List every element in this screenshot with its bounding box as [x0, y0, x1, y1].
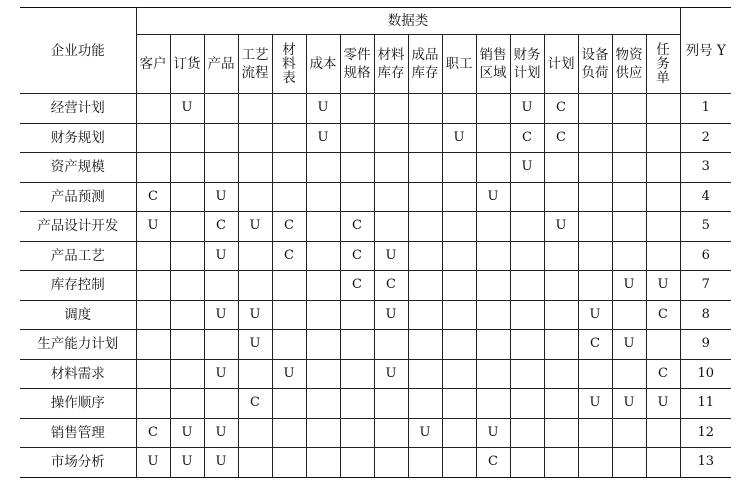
matrix-cell — [544, 182, 578, 212]
matrix-cell — [510, 389, 544, 419]
row-number: 13 — [680, 448, 731, 478]
column-header — [238, 35, 272, 94]
function-data-matrix — [20, 7, 731, 478]
function-name: 产品预测 — [20, 182, 136, 212]
matrix-cell — [306, 182, 340, 212]
matrix-cell: U — [510, 153, 544, 183]
matrix-cell: U — [204, 241, 238, 271]
table-row — [20, 330, 731, 360]
row-number: 1 — [680, 94, 731, 124]
matrix-cell — [136, 153, 170, 183]
function-name: 产品工艺 — [20, 241, 136, 271]
matrix-cell — [374, 330, 408, 360]
matrix-cell: U — [578, 300, 612, 330]
matrix-cell — [306, 300, 340, 330]
matrix-cell — [408, 448, 442, 478]
matrix-cell — [238, 241, 272, 271]
matrix-cell — [476, 359, 510, 389]
matrix-cell: C — [238, 389, 272, 419]
matrix-cell — [612, 241, 646, 271]
matrix-cell — [510, 448, 544, 478]
matrix-cell — [340, 448, 374, 478]
column-header — [476, 35, 510, 94]
matrix-cell — [170, 153, 204, 183]
matrix-cell — [442, 271, 476, 301]
matrix-cell — [544, 241, 578, 271]
matrix-cell: U — [238, 300, 272, 330]
matrix-cell — [272, 448, 306, 478]
matrix-cell — [238, 123, 272, 153]
matrix-cell — [442, 389, 476, 419]
matrix-cell: U — [510, 94, 544, 124]
column-header — [578, 35, 612, 94]
matrix-cell: C — [544, 123, 578, 153]
matrix-cell — [442, 212, 476, 242]
matrix-cell — [306, 389, 340, 419]
matrix-cell — [306, 418, 340, 448]
column-header-label: 销售区域 — [479, 47, 507, 81]
column-header-label: 职工 — [445, 56, 473, 72]
matrix-cell — [544, 330, 578, 360]
matrix-cell: C — [136, 418, 170, 448]
matrix-cell — [340, 418, 374, 448]
matrix-cell — [170, 359, 204, 389]
matrix-cell — [510, 182, 544, 212]
matrix-cell — [612, 448, 646, 478]
matrix-cell: U — [306, 123, 340, 153]
column-header-label: 材料表 — [282, 41, 296, 86]
matrix-cell: U — [374, 359, 408, 389]
column-header-label: 财务计划 — [513, 47, 541, 81]
matrix-cell — [374, 123, 408, 153]
column-header-label: 客户 — [139, 56, 167, 72]
matrix-cell — [374, 94, 408, 124]
matrix-cell: U — [204, 182, 238, 212]
matrix-cell — [544, 448, 578, 478]
matrix-cell — [476, 300, 510, 330]
matrix-cell: C — [646, 359, 680, 389]
matrix-cell — [374, 448, 408, 478]
matrix-cell — [510, 300, 544, 330]
matrix-cell — [646, 123, 680, 153]
matrix-cell — [476, 153, 510, 183]
matrix-cell — [612, 300, 646, 330]
matrix-cell: U — [170, 418, 204, 448]
matrix-cell — [442, 448, 476, 478]
matrix-cell — [612, 418, 646, 448]
row-number-header: 列号 Y — [680, 8, 731, 94]
column-header — [510, 35, 544, 94]
matrix-cell — [578, 182, 612, 212]
matrix-cell: U — [578, 389, 612, 419]
matrix-cell: U — [204, 418, 238, 448]
matrix-cell — [408, 241, 442, 271]
matrix-cell — [204, 153, 238, 183]
column-header — [408, 35, 442, 94]
matrix-cell — [204, 389, 238, 419]
matrix-cell — [170, 389, 204, 419]
matrix-container — [20, 7, 731, 474]
row-number: 10 — [680, 359, 731, 389]
matrix-cell — [306, 241, 340, 271]
matrix-cell — [476, 271, 510, 301]
matrix-cell — [510, 271, 544, 301]
matrix-cell — [136, 241, 170, 271]
column-header — [136, 35, 170, 94]
matrix-cell — [136, 389, 170, 419]
matrix-cell — [340, 153, 374, 183]
matrix-cell: C — [578, 330, 612, 360]
matrix-cell — [306, 212, 340, 242]
matrix-cell — [544, 300, 578, 330]
matrix-cell — [272, 330, 306, 360]
column-header — [612, 35, 646, 94]
matrix-cell: C — [374, 271, 408, 301]
matrix-cell — [476, 123, 510, 153]
matrix-cell — [578, 448, 612, 478]
table-row — [20, 271, 731, 301]
matrix-cell — [136, 359, 170, 389]
matrix-cell: C — [340, 271, 374, 301]
matrix-cell: U — [374, 241, 408, 271]
matrix-cell — [646, 241, 680, 271]
matrix-cell — [544, 271, 578, 301]
matrix-cell: C — [204, 212, 238, 242]
matrix-cell — [272, 94, 306, 124]
matrix-cell — [578, 123, 612, 153]
column-header-label: 计划 — [547, 56, 575, 72]
row-number: 6 — [680, 241, 731, 271]
matrix-cell — [272, 418, 306, 448]
function-name: 市场分析 — [20, 448, 136, 478]
matrix-cell — [306, 359, 340, 389]
matrix-cell: U — [408, 418, 442, 448]
matrix-cell — [510, 212, 544, 242]
matrix-cell — [476, 241, 510, 271]
matrix-cell — [238, 271, 272, 301]
matrix-cell — [204, 330, 238, 360]
matrix-cell — [306, 153, 340, 183]
matrix-cell — [238, 182, 272, 212]
matrix-cell: U — [374, 300, 408, 330]
row-number: 8 — [680, 300, 731, 330]
matrix-cell — [340, 94, 374, 124]
column-header — [170, 35, 204, 94]
matrix-cell — [272, 182, 306, 212]
matrix-cell: U — [612, 330, 646, 360]
matrix-cell — [136, 123, 170, 153]
matrix-cell — [408, 212, 442, 242]
row-number: 4 — [680, 182, 731, 212]
matrix-cell: C — [510, 123, 544, 153]
matrix-cell — [204, 123, 238, 153]
matrix-cell — [170, 123, 204, 153]
matrix-cell — [170, 330, 204, 360]
column-header-label: 订货 — [173, 56, 201, 72]
matrix-cell — [170, 182, 204, 212]
matrix-cell — [476, 212, 510, 242]
matrix-cell — [612, 182, 646, 212]
matrix-cell — [442, 330, 476, 360]
matrix-cell — [374, 182, 408, 212]
corner-header: 企业功能 — [20, 8, 136, 94]
matrix-cell — [136, 94, 170, 124]
matrix-cell: C — [136, 182, 170, 212]
column-header-label: 任务单 — [656, 41, 670, 86]
column-header — [442, 35, 476, 94]
table-row — [20, 418, 731, 448]
matrix-cell — [238, 153, 272, 183]
matrix-cell — [238, 94, 272, 124]
matrix-cell — [374, 418, 408, 448]
column-header-label: 成品库存 — [411, 47, 439, 81]
matrix-cell — [442, 94, 476, 124]
matrix-cell: U — [272, 359, 306, 389]
matrix-cell — [272, 300, 306, 330]
table-row — [20, 389, 731, 419]
matrix-cell — [408, 300, 442, 330]
matrix-cell: C — [646, 300, 680, 330]
matrix-cell — [578, 241, 612, 271]
matrix-cell: U — [306, 94, 340, 124]
matrix-cell: U — [646, 389, 680, 419]
matrix-cell — [612, 94, 646, 124]
matrix-cell: U — [170, 94, 204, 124]
column-header — [340, 35, 374, 94]
matrix-cell — [646, 94, 680, 124]
column-header — [374, 35, 408, 94]
matrix-cell — [340, 359, 374, 389]
matrix-cell — [476, 389, 510, 419]
row-number: 5 — [680, 212, 731, 242]
matrix-cell: U — [544, 212, 578, 242]
row-number: 7 — [680, 271, 731, 301]
matrix-cell: C — [544, 94, 578, 124]
matrix-cell: C — [272, 241, 306, 271]
matrix-cell — [442, 300, 476, 330]
matrix-cell: U — [238, 212, 272, 242]
matrix-cell: U — [238, 330, 272, 360]
matrix-cell — [408, 153, 442, 183]
table-row — [20, 300, 731, 330]
matrix-cell — [374, 212, 408, 242]
matrix-cell — [408, 123, 442, 153]
function-name: 生产能力计划 — [20, 330, 136, 360]
table-row — [20, 359, 731, 389]
matrix-cell — [340, 300, 374, 330]
matrix-cell — [578, 271, 612, 301]
row-number: 2 — [680, 123, 731, 153]
matrix-cell — [204, 271, 238, 301]
matrix-cell — [408, 271, 442, 301]
matrix-cell — [612, 359, 646, 389]
column-header-label: 成本 — [309, 56, 337, 72]
matrix-cell — [136, 330, 170, 360]
function-name: 库存控制 — [20, 271, 136, 301]
matrix-cell — [374, 153, 408, 183]
column-header-label: 物资供应 — [615, 47, 643, 81]
matrix-cell — [510, 418, 544, 448]
matrix-cell: U — [136, 448, 170, 478]
column-header — [646, 35, 680, 94]
matrix-cell — [272, 389, 306, 419]
matrix-cell — [238, 359, 272, 389]
matrix-cell: U — [476, 182, 510, 212]
matrix-cell: U — [204, 448, 238, 478]
matrix-cell — [442, 359, 476, 389]
function-name: 操作顺序 — [20, 389, 136, 419]
matrix-cell — [340, 182, 374, 212]
column-header-label: 产品 — [207, 56, 235, 72]
column-header-label: 设备负荷 — [581, 47, 609, 81]
matrix-cell: U — [204, 300, 238, 330]
matrix-cell — [544, 389, 578, 419]
matrix-cell — [646, 448, 680, 478]
matrix-cell — [510, 330, 544, 360]
matrix-cell — [612, 153, 646, 183]
matrix-cell: C — [340, 212, 374, 242]
row-number: 12 — [680, 418, 731, 448]
column-header — [306, 35, 340, 94]
matrix-cell — [170, 241, 204, 271]
matrix-cell — [646, 212, 680, 242]
function-name: 销售管理 — [20, 418, 136, 448]
column-header-label: 零件规格 — [343, 47, 371, 81]
matrix-cell — [136, 300, 170, 330]
row-number: 3 — [680, 153, 731, 183]
matrix-cell — [170, 271, 204, 301]
function-name: 经营计划 — [20, 94, 136, 124]
table-row — [20, 241, 731, 271]
matrix-cell — [442, 153, 476, 183]
matrix-cell — [544, 359, 578, 389]
matrix-cell: C — [272, 212, 306, 242]
matrix-cell — [238, 448, 272, 478]
table-row — [20, 153, 731, 183]
matrix-cell: U — [646, 271, 680, 301]
matrix-cell — [646, 182, 680, 212]
matrix-cell — [578, 418, 612, 448]
function-name: 财务规划 — [20, 123, 136, 153]
table-row — [20, 94, 731, 124]
matrix-cell — [136, 271, 170, 301]
matrix-cell — [544, 153, 578, 183]
matrix-cell — [170, 300, 204, 330]
table-row — [20, 182, 731, 212]
column-header-label: 材料库存 — [377, 47, 405, 81]
function-name: 产品设计开发 — [20, 212, 136, 242]
matrix-cell: U — [612, 389, 646, 419]
function-name: 资产规模 — [20, 153, 136, 183]
matrix-cell — [612, 123, 646, 153]
matrix-cell: C — [340, 241, 374, 271]
matrix-cell — [272, 271, 306, 301]
matrix-cell — [646, 330, 680, 360]
matrix-cell — [544, 418, 578, 448]
table-row — [20, 123, 731, 153]
matrix-cell — [612, 212, 646, 242]
matrix-cell — [204, 94, 238, 124]
matrix-cell: U — [170, 448, 204, 478]
matrix-cell — [646, 418, 680, 448]
matrix-cell — [272, 123, 306, 153]
matrix-cell — [578, 359, 612, 389]
matrix-cell — [374, 389, 408, 419]
matrix-cell — [340, 123, 374, 153]
table-row — [20, 448, 731, 478]
matrix-cell — [646, 153, 680, 183]
matrix-cell — [238, 418, 272, 448]
matrix-cell: U — [612, 271, 646, 301]
matrix-cell — [578, 212, 612, 242]
matrix-cell — [578, 153, 612, 183]
function-name: 材料需求 — [20, 359, 136, 389]
matrix-cell — [408, 359, 442, 389]
table-row — [20, 212, 731, 242]
matrix-cell — [442, 182, 476, 212]
matrix-cell — [306, 271, 340, 301]
matrix-cell: C — [476, 448, 510, 478]
column-header-label: 工艺流程 — [241, 47, 269, 81]
row-number: 11 — [680, 389, 731, 419]
matrix-cell — [340, 389, 374, 419]
matrix-cell — [408, 389, 442, 419]
matrix-cell — [170, 212, 204, 242]
matrix-cell: U — [442, 123, 476, 153]
row-number: 9 — [680, 330, 731, 360]
matrix-cell — [510, 241, 544, 271]
matrix-cell — [442, 418, 476, 448]
matrix-cell — [340, 330, 374, 360]
matrix-cell: U — [476, 418, 510, 448]
column-header — [544, 35, 578, 94]
matrix-cell — [408, 182, 442, 212]
matrix-cell: U — [136, 212, 170, 242]
matrix-cell — [476, 94, 510, 124]
data-class-group-header: 数据类 — [136, 8, 680, 35]
matrix-cell — [510, 359, 544, 389]
matrix-cell: U — [204, 359, 238, 389]
column-header — [272, 35, 306, 94]
matrix-cell — [306, 448, 340, 478]
column-header — [204, 35, 238, 94]
matrix-cell — [442, 241, 476, 271]
matrix-cell — [408, 94, 442, 124]
matrix-cell — [578, 94, 612, 124]
matrix-cell — [476, 330, 510, 360]
matrix-cell — [408, 330, 442, 360]
function-name: 调度 — [20, 300, 136, 330]
matrix-cell — [272, 153, 306, 183]
matrix-cell — [306, 330, 340, 360]
